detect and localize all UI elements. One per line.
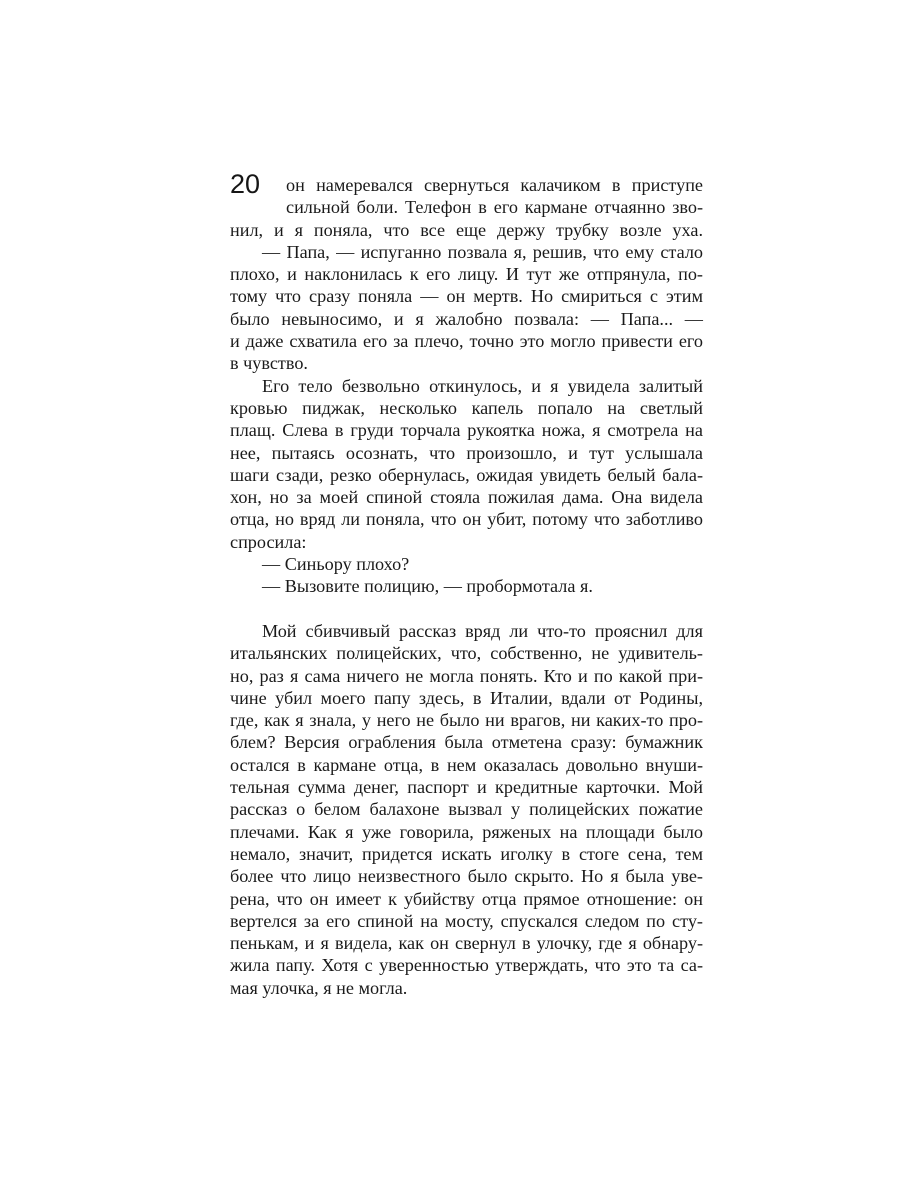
page-number: 20 [230,169,261,199]
text-line: в чувство. [230,353,308,374]
text-line: шаги сзади, резко обернулась, ожидая увидеть белый бала- [230,464,703,485]
text-line: Его тело безвольно откинулось, и я увидела залитый [262,375,703,396]
text-line: тому что сразу поняла — он мертв. Но смириться с этим [230,286,703,307]
text-line: мая улочка, я не могла. [230,977,408,998]
text-line: — Синьору плохо? [262,554,410,575]
text-line: нил, и я поняла, что все еще держу трубку возле уха. [230,219,703,240]
text-line: — Вызовите полицию, — пробормотала я. [262,576,593,597]
text-line: Мой сбивчивый рассказ вряд ли что-то прояснил для [262,621,703,641]
text-line: остался в кармане отца, в нем оказалась довольно внуши- [230,754,703,775]
text-line: рена, что он имеет к убийству отца прямое отношение: он [230,888,703,909]
text-block-1 [230,174,703,598]
text-line: плащ. Слева в груди торчала рукоятка ножа, я смотрела на [230,420,703,441]
text-line: — Папа, — испуганно позвала я, решив, что ему стало [262,241,703,262]
text-line: жила папу. Хотя с уверенностью утверждать, что это та са- [230,955,703,976]
text-line: спросила: [230,531,307,552]
text-line: отца, но вряд ли поняла, что он убит, потому что заботливо [230,509,703,530]
text-line: хон, но за моей спиной стояла пожилая дама. Она видела [230,487,703,508]
text-block-2 [230,620,703,999]
text-line: и даже схватила его за плечо, точно это могло привести его [230,331,703,352]
text-line: более что лицо неизвестного было скрыто. Но я была уве- [230,866,703,887]
text-line: кровью пиджак, несколько капель попало на светлый [230,397,703,418]
text-line: но, раз я сама ничего не могла понять. Кто и по какой при- [230,665,703,686]
text-line: плохо, и наклонилась к его лицу. И тут же отпрянула, по- [230,264,703,285]
text-line: пенькам, и я видела, как он свернул в улочку, где я обнару- [230,933,703,954]
text-line: тельная сумма денег, паспорт и кредитные карточки. Мой [230,777,703,798]
text-line: плечами. Как я уже говорила, ряженых на площади было [230,821,703,842]
text-line: он намеревался свернуться калачиком в приступе [286,175,703,195]
text-line: сильной боли. Телефон в его кармане отчаянно зво- [286,197,703,218]
text-line: чине убил моего папу здесь, в Италии, вдали от Родины, [230,687,703,708]
text-line: блем? Версия ограбления была отметена сразу: бумажник [230,732,703,753]
text-line: нее, пытаясь осознать, что произошло, и тут услышала [230,442,703,463]
text-line: было невыносимо, и я жалобно позвала: — Папа... — [230,308,703,329]
text-line: рассказ о белом балахоне вызвал у полицейских пожатие [230,799,703,820]
text-line: немало, значит, придется искать иголку в стоге сена, тем [230,843,703,864]
text-line: вертелся за его спиной на мосту, спускался следом по сту- [230,910,703,931]
text-line: итальянских полицейских, что, собственно, не удивитель- [230,643,703,664]
text-line: где, как я знала, у него не было ни врагов, ни каких-то про- [230,710,703,731]
